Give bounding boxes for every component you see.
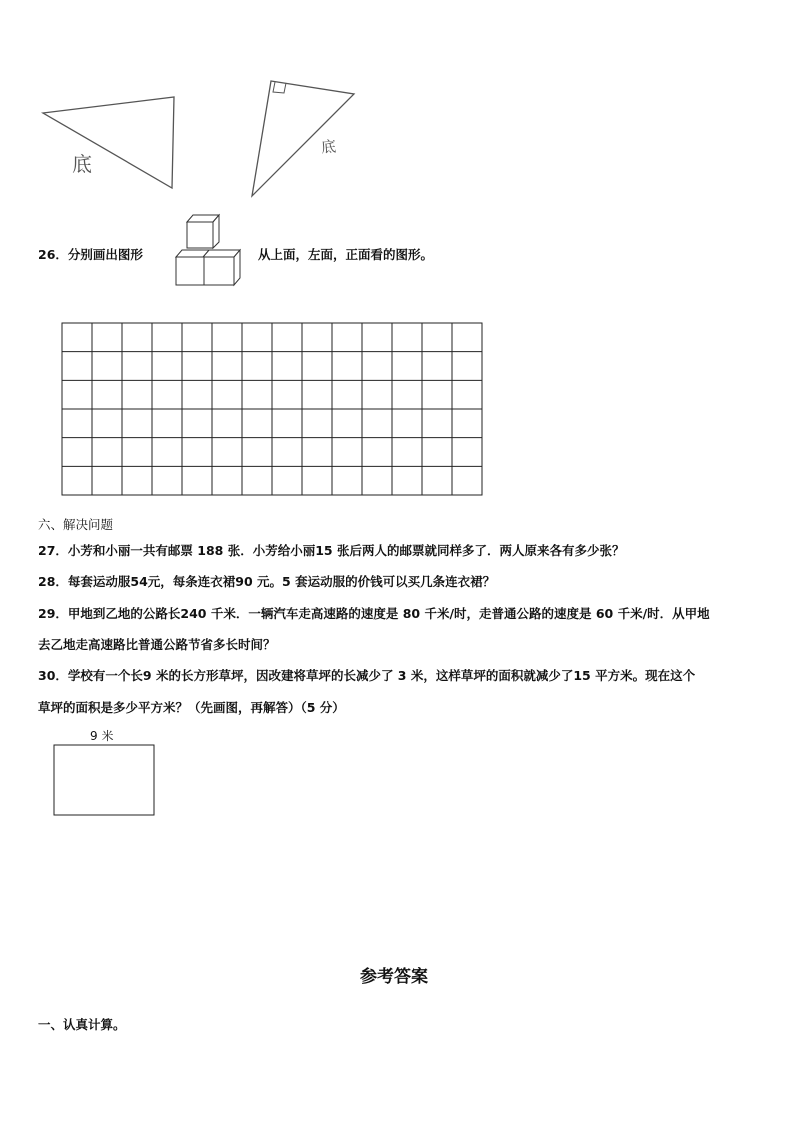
answers-section1: 一、认真计算。 (38, 1017, 126, 1032)
q29-line2: 去乙地走高速路比普通公路节省多长时间？ (38, 637, 276, 652)
q28-text: 28．每套运动服54元，每条连衣裙90 元。5 套运动服的价钱可以买几条连衣裙？ (38, 574, 496, 589)
q26-prefix: 26．分别画出图形 (38, 247, 143, 262)
q29-line1: 29．甲地到乙地的公路长240 千米．一辆汽车走高速路的速度是 80 千米/时，走普通公路的速度是 60 千米/时．从甲地 (38, 606, 710, 621)
answers-title: 参考答案 (360, 967, 428, 987)
q30-line2: 草坪的面积是多少平方米？（先画图，再解答）（5 分） (38, 700, 345, 715)
lawn-length-label: 9 米 (90, 729, 114, 743)
q26-suffix: 从上面，左面，正面看的图形。 (258, 247, 434, 262)
section6-title: 六、解决问题 (38, 517, 114, 532)
triangle-left-label: 底 (72, 152, 92, 176)
triangle-right-label: 底 (320, 137, 337, 157)
q30-line1: 30．学校有一个长9 米的长方形草坪，因改建将草坪的长减少了 3 米，这样草坪的面积就减少了15 平方米。现在这个 (38, 668, 696, 683)
q27-text: 27．小芳和小丽一共有邮票 188 张．小芳给小丽15 张后两人的邮票就同样多了．两人原来各有多少张？ (38, 543, 625, 558)
